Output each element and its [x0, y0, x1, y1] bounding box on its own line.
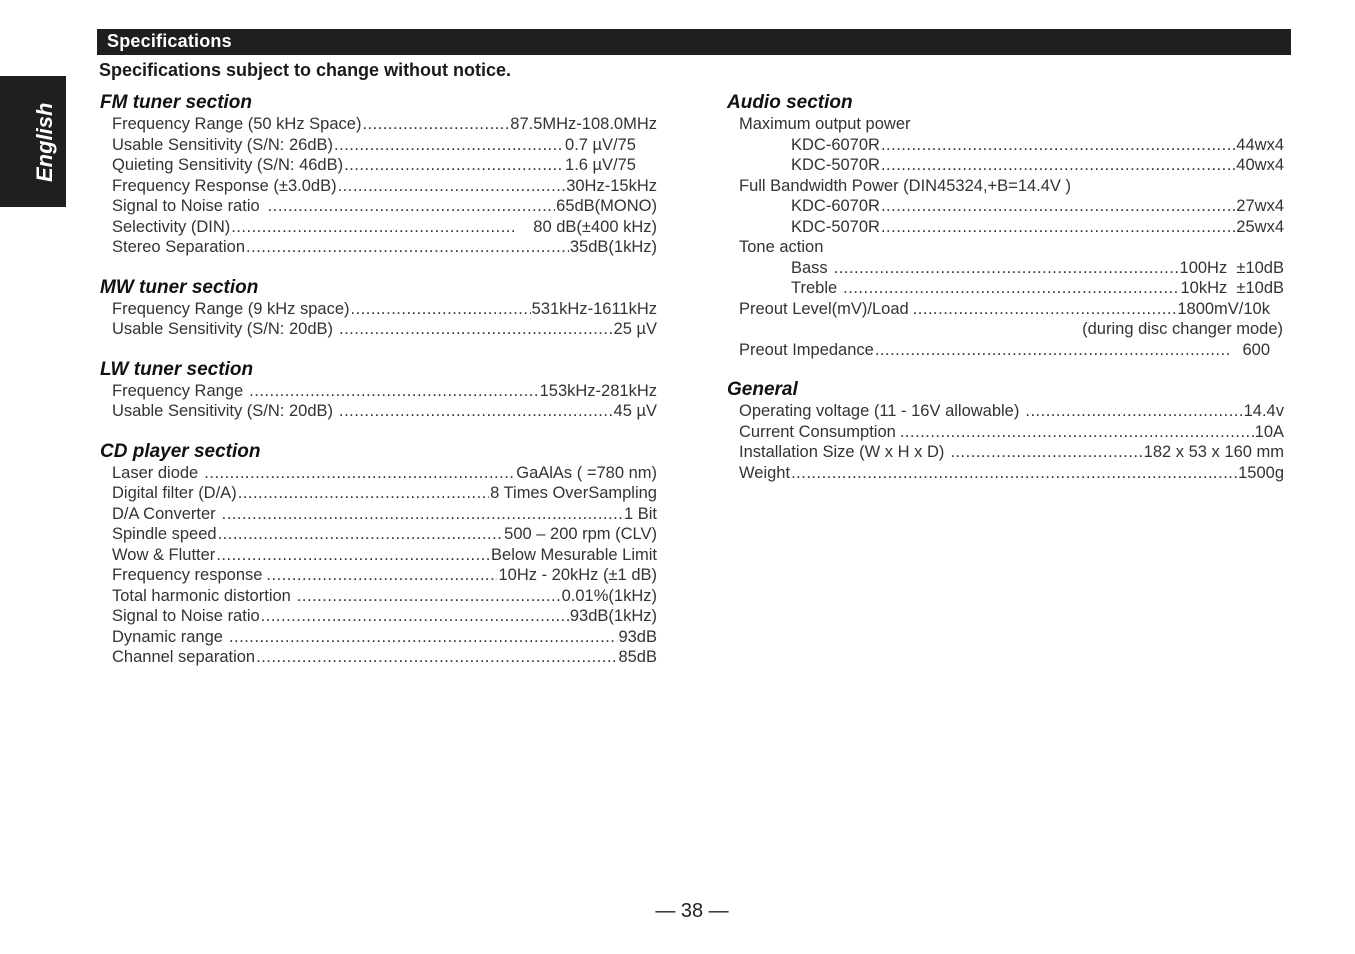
spec-value: 0.7 µV/75 — [565, 135, 636, 154]
spec-label: Frequency Range (50 kHz Space) — [112, 115, 362, 133]
spec-row — [727, 135, 1284, 156]
spec-label: Preout Impedance — [739, 340, 874, 359]
spec-label: Quieting Sensitivity (S/N: 46dB) — [112, 156, 344, 174]
spec-label: Current Consumption — [739, 422, 896, 441]
spec-label: Installation Size (W x H x D) — [739, 443, 945, 461]
spec-label: Channel separation — [112, 648, 256, 666]
spec-label: Signal to Noise ratio — [112, 197, 260, 215]
fm-tuner-section — [100, 91, 657, 258]
spec-label: Wow & Flutter — [112, 545, 216, 564]
spec-value: 1800mV/10k — [1177, 299, 1270, 318]
spec-row — [727, 258, 1284, 279]
spec-row — [100, 401, 657, 422]
spec-label: Laser diode — [112, 463, 199, 482]
spec-row — [100, 565, 657, 586]
spec-value: 182 x 53 x 160 mm — [1143, 443, 1284, 461]
spec-row — [727, 217, 1284, 238]
spec-row — [100, 647, 657, 668]
spec-label: Dynamic range — [112, 627, 223, 646]
spec-row — [100, 606, 657, 627]
spec-value: 500 – 200 rpm (CLV) — [504, 525, 657, 543]
spec-row — [100, 196, 657, 217]
spec-label: KDC-6070R — [791, 197, 880, 215]
spec-row — [100, 545, 657, 566]
spec-value: 153kHz-281kHz — [539, 381, 657, 400]
spec-label: Spindle speed — [112, 525, 217, 543]
spec-row — [727, 155, 1284, 176]
section-heading: LW tuner section — [100, 358, 254, 380]
page-number: — 38 — — [655, 900, 729, 922]
right-column — [727, 91, 1284, 501]
spec-label: Stereo Separation — [112, 238, 246, 256]
spec-label: KDC-5070R — [791, 217, 880, 236]
spec-label: Preout Level(mV)/Load — [739, 299, 909, 318]
spec-value: 93dB — [618, 627, 657, 646]
spec-row — [100, 319, 657, 340]
section-heading: MW tuner section — [100, 276, 259, 298]
spec-row — [100, 586, 657, 607]
spec-value: 0.01%(1kHz) — [561, 586, 657, 605]
spec-label: Bass — [791, 258, 828, 277]
spec-label: Frequency Range — [112, 381, 244, 400]
section-heading: Audio section — [727, 92, 853, 113]
spec-value: 1.6 µV/75 — [565, 156, 636, 174]
spec-row — [100, 504, 657, 525]
spec-row — [100, 524, 657, 545]
mw-tuner-section — [100, 276, 657, 340]
spec-label: Usable Sensitivity (S/N: 20dB) — [112, 402, 334, 420]
section-heading: General — [727, 379, 798, 400]
spec-label: Treble — [791, 279, 838, 297]
spec-value: 45 µV — [613, 402, 657, 420]
spec-value: 10Hz - 20kHz (±1 dB) — [498, 566, 657, 584]
spec-row — [727, 299, 1284, 320]
section-heading: FM tuner section — [100, 92, 253, 113]
spec-label: Usable Sensitivity (S/N: 26dB) — [112, 135, 334, 154]
spec-label: Usable Sensitivity (S/N: 20dB) — [112, 320, 334, 338]
spec-label: Frequency response — [112, 566, 263, 584]
spec-value: 40wx4 — [1236, 156, 1284, 174]
spec-label: Weight — [739, 463, 791, 482]
language-tab-label: English — [32, 102, 57, 182]
spec-row — [100, 135, 657, 156]
general-section — [727, 378, 1284, 483]
spec-value: 8 Times OverSampling — [490, 484, 657, 502]
spec-value: GaAlAs ( =780 nm) — [516, 463, 657, 482]
spec-row — [727, 442, 1284, 463]
spec-row — [727, 463, 1284, 484]
spec-value: 87.5MHz-108.0MHz — [510, 115, 657, 133]
spec-label: Digital filter (D/A) — [112, 484, 237, 502]
spec-label: Operating voltage (11 - 16V allowable) — [739, 402, 1020, 420]
spec-value: 14.4v — [1243, 402, 1284, 420]
spec-row — [100, 237, 657, 258]
spec-row — [100, 155, 657, 176]
spec-value: 1500g — [1238, 463, 1284, 482]
spec-value: 65dB(MONO) — [556, 197, 657, 215]
spec-label: Signal to Noise ratio — [112, 607, 260, 625]
spec-value: 531kHz-1611kHz — [531, 299, 657, 318]
spec-row — [100, 176, 657, 197]
spec-row — [100, 463, 657, 484]
section-title-bar — [97, 29, 1291, 55]
section-heading: CD player section — [100, 440, 261, 462]
spec-value: 1 Bit — [623, 504, 657, 523]
spec-row — [100, 483, 657, 504]
section-title: Specifications — [107, 31, 232, 51]
spec-row — [100, 114, 657, 135]
spec-value: 80 dB(±400 kHz) — [533, 217, 657, 236]
spec-row — [727, 401, 1284, 422]
spec-note: (during disc changer mode) — [1082, 320, 1283, 338]
spec-label: D/A Converter — [112, 504, 216, 523]
spec-value: 25wx4 — [1236, 217, 1284, 236]
spec-value: 10kHz ±10dB — [1180, 279, 1284, 297]
spec-value: 93dB(1kHz) — [569, 607, 657, 625]
spec-label: KDC-6070R — [791, 135, 880, 154]
lw-tuner-section — [100, 358, 657, 422]
spec-group-label: Maximum output power — [739, 115, 911, 133]
spec-value: 10A — [1254, 422, 1284, 441]
spec-label: Selectivity (DIN) — [112, 217, 231, 236]
spec-value: 27wx4 — [1236, 197, 1284, 215]
spec-value: 85dB — [618, 648, 657, 666]
spec-row — [100, 381, 657, 402]
spec-row — [100, 217, 657, 238]
change-notice: Specifications subject to change without notice. — [99, 60, 512, 80]
spec-group-label: Tone action — [739, 238, 824, 256]
spec-label: Frequency Response (±3.0dB) — [112, 176, 337, 195]
spec-label: Total harmonic distortion — [112, 586, 291, 605]
spec-group-label: Full Bandwidth Power (DIN45324,+B=14.4V ) — [739, 176, 1072, 195]
spec-row — [727, 278, 1284, 299]
spec-row — [727, 196, 1284, 217]
spec-value: 30Hz-15kHz — [566, 176, 657, 195]
spec-value: Below Mesurable Limit — [491, 545, 657, 564]
left-column — [100, 91, 657, 686]
spec-row — [100, 627, 657, 648]
spec-value: 100Hz ±10dB — [1179, 258, 1284, 277]
spec-row — [727, 422, 1284, 443]
spec-row — [100, 299, 657, 320]
spec-label: Frequency Range (9 kHz space) — [112, 299, 350, 318]
spec-value: 35dB(1kHz) — [569, 238, 657, 256]
cd-player-section — [100, 440, 657, 668]
audio-section — [727, 91, 1284, 360]
spec-row — [727, 340, 1284, 361]
spec-value: 44wx4 — [1236, 135, 1284, 154]
spec-label: KDC-5070R — [791, 156, 880, 174]
spec-value: 25 µV — [613, 320, 657, 338]
spec-value: 600 — [1242, 340, 1270, 359]
